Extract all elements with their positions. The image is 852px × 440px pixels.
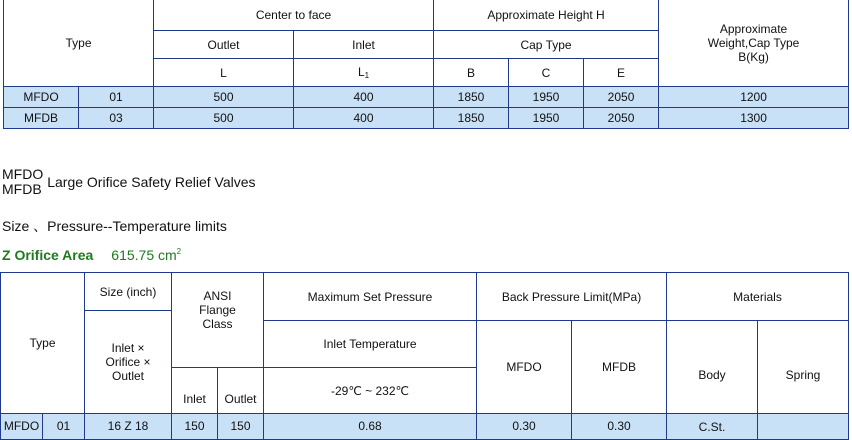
l1-sub: 1	[364, 71, 370, 80]
b-cell: 1850	[434, 108, 509, 129]
type-header: Type	[4, 0, 154, 87]
orifice-area-line	[2, 247, 181, 263]
b-header: B	[434, 59, 509, 87]
limits-heading: Size 、Pressure--Temperature limits	[2, 218, 227, 234]
code-cell: 03	[79, 108, 154, 129]
size-header: Size (inch)	[85, 273, 172, 311]
cap-type-header: Cap Type	[434, 31, 659, 59]
mfdo-header: MFDO	[477, 321, 572, 414]
pressure-cell: 0.68	[264, 414, 477, 440]
model-cell: MFDO	[4, 87, 79, 108]
e-cell: 2050	[584, 108, 659, 129]
c-cell: 1950	[509, 87, 584, 108]
spring-cell	[758, 414, 849, 440]
inlet-temp-header: Inlet Temperature	[264, 321, 477, 368]
type-header: Type	[1, 273, 85, 414]
outlet-header: Outlet	[154, 31, 294, 59]
spring-header: Spring	[758, 321, 849, 414]
l1-cell: 400	[294, 108, 434, 129]
orifice-value: 615.75 cm	[111, 247, 177, 263]
valve-title	[2, 167, 256, 197]
l-cell: 500	[154, 87, 294, 108]
code-cell: 01	[79, 87, 154, 108]
table-row	[4, 87, 849, 108]
ansi-inlet-cell: 150	[172, 414, 218, 440]
c-cell: 1950	[509, 108, 584, 129]
back-pressure-header: Back Pressure Limit(MPa)	[477, 273, 667, 321]
c-header: C	[509, 59, 584, 87]
mfdb-header: MFDB	[572, 321, 667, 414]
orifice-label: Z Orifice Area	[2, 247, 94, 263]
size-cell: 16 Z 18	[85, 414, 172, 440]
l1-main: L	[357, 65, 365, 79]
model-cell: MFDB	[4, 108, 79, 129]
ansi-outlet-cell: 150	[218, 414, 264, 440]
orifice-unit-sup: 2	[176, 247, 182, 256]
inlet-header: Inlet	[294, 31, 434, 59]
bp-mfdo-cell: 0.30	[477, 414, 572, 440]
model-mfdb: MFDB	[2, 181, 42, 197]
weight-header: Approximate Weight,Cap Type B(Kg)	[659, 0, 849, 87]
max-set-header: Maximum Set Pressure	[264, 273, 477, 321]
materials-header: Materials	[667, 273, 849, 321]
model-mfdo: MFDO	[2, 166, 44, 182]
weight-cell: 1200	[659, 87, 849, 108]
model-stack	[2, 167, 43, 197]
l-header: L	[154, 59, 294, 87]
ansi-outlet-header: Outlet	[218, 368, 264, 414]
size-formula: Inlet × Orifice × Outlet	[85, 311, 172, 414]
ansi-header: ANSI Flange Class	[172, 273, 264, 368]
l-cell: 500	[154, 108, 294, 129]
center-to-face-header: Center to face	[154, 0, 434, 31]
e-header: E	[584, 59, 659, 87]
table-row	[1, 414, 849, 440]
code-cell: 01	[43, 414, 85, 440]
approx-height-header: Approximate Height H	[434, 0, 659, 31]
valve-name: Large Orifice Safety Relief Valves	[47, 173, 256, 190]
bp-mfdb-cell: 0.30	[572, 414, 667, 440]
l1-cell: 400	[294, 87, 434, 108]
ansi-inlet-header: Inlet	[172, 368, 218, 414]
model-cell: MFDO	[1, 414, 43, 440]
table-row	[4, 108, 849, 129]
l1-header	[294, 59, 434, 87]
body-cell: C.St.	[667, 414, 758, 440]
pressure-table	[0, 272, 849, 440]
body-header: Body	[667, 321, 758, 414]
weight-cell: 1300	[659, 108, 849, 129]
dimensions-table	[3, 0, 849, 129]
temp-range-header: -29℃ ~ 232℃	[264, 368, 477, 414]
e-cell: 2050	[584, 87, 659, 108]
b-cell: 1850	[434, 87, 509, 108]
